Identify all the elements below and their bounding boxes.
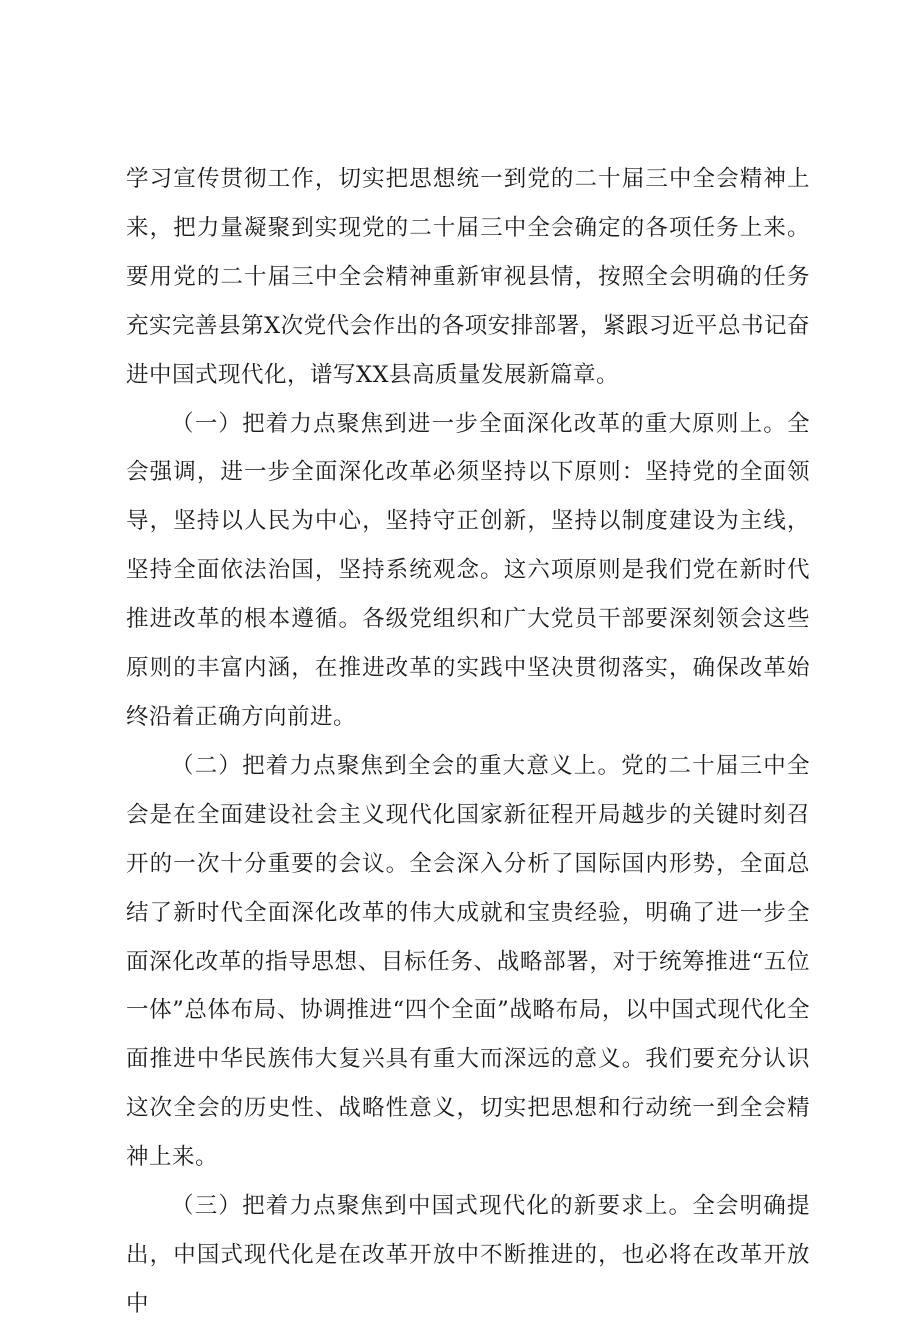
paragraph-section-two: （二）把着力点聚焦到全会的重大意义上。党的二十届三中全会是在全面建设社会主义现代化国家新征程开局越步的关键时刻召开的一次十分重要的会议。全会深入分析了国际国内形势，全面总结了新时代全面深化改革的伟大成就和宝贵经验，明确了进一步全面深化改革的指导思想、目标任务、战略部署，对于统筹推进“五位一体”总体布局、协调推进“四个全面”战略布局，以中国式现代化全面推进中华民族伟大复兴具有重大而深远的意义。我们要充分认识这次全会的历史性、战略性意义，切实把思想和行动统一到全会精神上来。 — [126, 752, 810, 1171]
document-body — [126, 155, 810, 1329]
paragraph-section-one: （一）把着力点聚焦到进一步全面深化改革的重大原则上。全会强调，进一步全面深化改革必须坚持以下原则：坚持党的全面领导，坚持以人民为中心，坚持守正创新，坚持以制度建设为主线，坚持全面依法治国，坚持系统观念。这六项原则是我们党在新时代推进改革的根本遵循。各级党组织和广大党员干部要深刻领会这些原则的丰富内涵，在推进改革的实践中坚决贯彻落实，确保改革始终沿着正确方向前进。 — [126, 410, 810, 730]
paragraph-intro-continuation: 学习宣传贯彻工作，切实把思想统一到党的二十届三中全会精神上来，把力量凝聚到实现党的二十届三中全会确定的各项任务上来。要用党的二十届三中全会精神重新审视县情，按照全会明确的任务充实完善县第X次党代会作出的各项安排部署，紧跟习近平总书记奋进中国式现代化，谱写XX县高质量发展新篇章。 — [126, 166, 810, 388]
paragraph-section-three: （三）把着力点聚焦到中国式现代化的新要求上。全会明确提出，中国式现代化是在改革开放中不断推进的，也必将在改革开放中 — [126, 1193, 810, 1317]
